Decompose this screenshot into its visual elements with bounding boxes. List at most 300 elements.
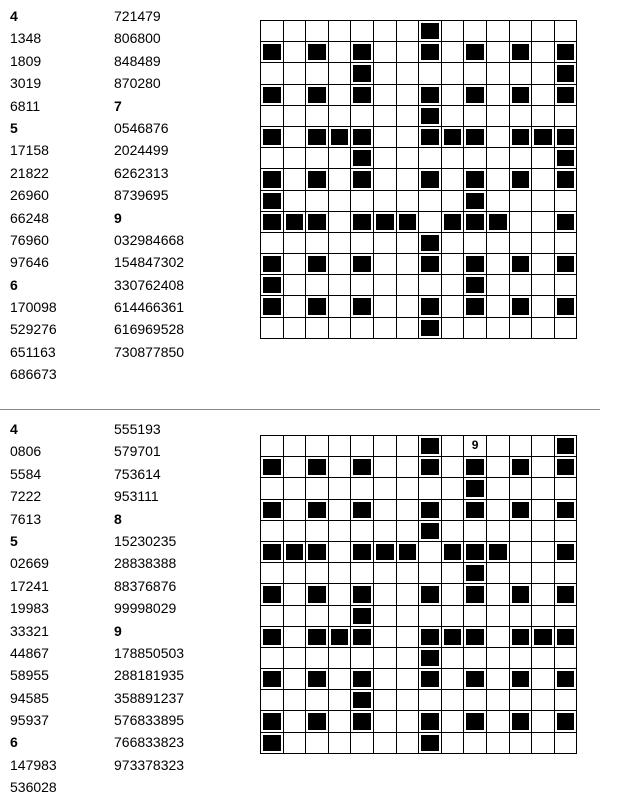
grid-cell[interactable]	[396, 520, 419, 541]
grid-cell[interactable]	[328, 148, 351, 169]
grid-cell[interactable]	[509, 232, 532, 253]
grid-cell[interactable]	[373, 105, 396, 126]
grid-cell[interactable]	[283, 711, 306, 732]
grid-cell[interactable]	[328, 711, 351, 732]
grid-cell[interactable]	[509, 148, 532, 169]
length-header: 5	[10, 532, 18, 549]
grid-cell[interactable]	[441, 499, 464, 520]
grid-cell[interactable]	[306, 647, 329, 668]
grid-cell[interactable]	[486, 126, 509, 147]
grid-cell[interactable]	[351, 21, 374, 42]
grid-cell[interactable]	[486, 690, 509, 711]
grid-cell[interactable]	[306, 436, 329, 457]
grid-cell[interactable]	[306, 190, 329, 211]
grid-cell[interactable]	[283, 584, 306, 605]
grid-cell[interactable]	[554, 478, 577, 499]
grid-cell[interactable]	[441, 647, 464, 668]
grid-cell[interactable]	[419, 478, 442, 499]
grid-cell[interactable]	[486, 21, 509, 42]
word-entry: 15230235	[114, 532, 177, 549]
grid-cell[interactable]	[486, 232, 509, 253]
grid-cell[interactable]	[283, 478, 306, 499]
grid-cell[interactable]	[486, 296, 509, 317]
grid-cell[interactable]	[532, 254, 555, 275]
grid-cell[interactable]	[306, 63, 329, 84]
grid-cell[interactable]	[509, 275, 532, 296]
grid-cell[interactable]	[532, 21, 555, 42]
grid-cell[interactable]	[351, 520, 374, 541]
grid-cell[interactable]	[532, 211, 555, 232]
grid-cell[interactable]	[441, 84, 464, 105]
grid-cell[interactable]	[486, 732, 509, 753]
grid-cell[interactable]	[396, 126, 419, 147]
grid-cell[interactable]	[441, 105, 464, 126]
grid-cell[interactable]	[396, 63, 419, 84]
grid-cell[interactable]	[261, 436, 284, 457]
grid-cell[interactable]	[486, 711, 509, 732]
grid-cell[interactable]	[441, 21, 464, 42]
grid-cell[interactable]	[554, 520, 577, 541]
grid-cell[interactable]	[419, 275, 442, 296]
grid-cell[interactable]	[396, 275, 419, 296]
grid-cell[interactable]	[351, 105, 374, 126]
grid-cell[interactable]	[486, 169, 509, 190]
grid-cell[interactable]	[328, 84, 351, 105]
grid-row	[261, 563, 577, 584]
grid-cell[interactable]	[306, 317, 329, 338]
grid-cell[interactable]	[532, 669, 555, 690]
grid-row	[261, 84, 577, 105]
grid-cell[interactable]	[532, 732, 555, 753]
grid-cell[interactable]	[351, 647, 374, 668]
grid-cell[interactable]	[441, 317, 464, 338]
black-cell	[306, 499, 329, 520]
grid-cell[interactable]	[464, 690, 487, 711]
grid-cell[interactable]	[441, 732, 464, 753]
grid-cell[interactable]	[419, 605, 442, 626]
grid-cell[interactable]	[554, 647, 577, 668]
grid-cell[interactable]	[373, 499, 396, 520]
grid-cell[interactable]	[261, 317, 284, 338]
grid-cell[interactable]	[283, 605, 306, 626]
grid-cell[interactable]	[283, 42, 306, 63]
grid-cell[interactable]	[328, 732, 351, 753]
grid-cell[interactable]	[283, 690, 306, 711]
grid-cell[interactable]	[532, 520, 555, 541]
grid-cell[interactable]	[441, 584, 464, 605]
grid-cell[interactable]	[351, 275, 374, 296]
grid-cell[interactable]	[464, 232, 487, 253]
grid-cell[interactable]	[396, 84, 419, 105]
grid-cell[interactable]	[396, 317, 419, 338]
grid-cell[interactable]	[351, 436, 374, 457]
grid-cell[interactable]	[373, 436, 396, 457]
grid-cell[interactable]	[306, 605, 329, 626]
grid-cell[interactable]	[328, 690, 351, 711]
grid-cell[interactable]	[261, 105, 284, 126]
grid-cell[interactable]	[509, 541, 532, 562]
grid-cell[interactable]	[441, 669, 464, 690]
grid-cell[interactable]	[464, 647, 487, 668]
grid-cell[interactable]	[283, 436, 306, 457]
grid-cell[interactable]	[532, 105, 555, 126]
grid-cell[interactable]	[373, 169, 396, 190]
grid-cell[interactable]	[419, 190, 442, 211]
grid-cell[interactable]	[306, 563, 329, 584]
grid-cell[interactable]	[306, 21, 329, 42]
grid-cell[interactable]	[419, 541, 442, 562]
grid-cell[interactable]	[261, 232, 284, 253]
grid-cell[interactable]	[261, 63, 284, 84]
grid-cell[interactable]	[351, 190, 374, 211]
grid-cell[interactable]	[373, 275, 396, 296]
grid-cell[interactable]	[532, 478, 555, 499]
grid-cell[interactable]	[486, 42, 509, 63]
grid-cell[interactable]	[441, 63, 464, 84]
grid-cell[interactable]	[373, 63, 396, 84]
grid-cell[interactable]	[554, 21, 577, 42]
grid-cell[interactable]	[464, 732, 487, 753]
grid-cell[interactable]	[486, 436, 509, 457]
grid-cell[interactable]	[396, 732, 419, 753]
grid-cell[interactable]	[306, 732, 329, 753]
grid-cell[interactable]	[486, 499, 509, 520]
grid-cell[interactable]	[532, 647, 555, 668]
grid-cell[interactable]	[283, 84, 306, 105]
grid-cell[interactable]	[328, 605, 351, 626]
grid-cell[interactable]	[441, 275, 464, 296]
grid-cell[interactable]	[441, 520, 464, 541]
grid-cell[interactable]	[532, 541, 555, 562]
grid-cell[interactable]	[283, 626, 306, 647]
grid-cell[interactable]	[396, 605, 419, 626]
grid-cell[interactable]	[532, 190, 555, 211]
word-entry: 99998029	[114, 600, 177, 617]
grid-cell[interactable]	[486, 317, 509, 338]
grid-cell[interactable]	[419, 211, 442, 232]
grid-cell[interactable]	[328, 21, 351, 42]
grid-cell[interactable]	[464, 21, 487, 42]
grid-cell[interactable]	[396, 626, 419, 647]
grid-cell[interactable]	[373, 148, 396, 169]
grid-cell[interactable]	[351, 563, 374, 584]
grid-cell[interactable]	[328, 63, 351, 84]
grid-cell[interactable]	[373, 317, 396, 338]
grid-cell[interactable]	[351, 232, 374, 253]
grid-cell[interactable]	[441, 690, 464, 711]
grid-cell[interactable]	[532, 148, 555, 169]
grid-cell[interactable]	[532, 499, 555, 520]
grid-cell[interactable]	[328, 275, 351, 296]
grid-cell[interactable]	[306, 690, 329, 711]
grid-cell[interactable]	[419, 148, 442, 169]
grid-cell[interactable]	[509, 690, 532, 711]
grid-cell[interactable]	[373, 190, 396, 211]
grid-cell[interactable]	[554, 275, 577, 296]
grid-cell[interactable]	[328, 541, 351, 562]
grid-cell[interactable]	[486, 148, 509, 169]
grid-cell[interactable]	[486, 626, 509, 647]
grid-cell[interactable]	[509, 520, 532, 541]
grid-cell[interactable]	[441, 254, 464, 275]
grid-cell[interactable]	[554, 605, 577, 626]
grid-cell[interactable]	[396, 563, 419, 584]
grid-cell[interactable]	[554, 690, 577, 711]
grid-cell[interactable]	[486, 275, 509, 296]
grid-cell[interactable]	[532, 63, 555, 84]
grid-cell[interactable]	[464, 317, 487, 338]
grid-cell[interactable]	[283, 275, 306, 296]
grid-cell[interactable]	[464, 436, 487, 457]
grid-cell[interactable]	[328, 232, 351, 253]
grid-cell[interactable]	[486, 84, 509, 105]
grid-cell[interactable]	[283, 563, 306, 584]
grid-cell[interactable]	[554, 190, 577, 211]
grid-cell[interactable]	[373, 478, 396, 499]
grid-cell[interactable]	[306, 105, 329, 126]
grid-cell[interactable]	[373, 605, 396, 626]
grid-cell[interactable]	[486, 647, 509, 668]
grid-cell[interactable]	[532, 296, 555, 317]
grid-cell[interactable]	[509, 732, 532, 753]
grid-cell[interactable]	[283, 190, 306, 211]
grid-cell[interactable]	[283, 148, 306, 169]
grid-cell[interactable]	[373, 563, 396, 584]
grid-cell[interactable]	[441, 711, 464, 732]
grid-cell[interactable]	[486, 584, 509, 605]
grid-cell[interactable]	[261, 690, 284, 711]
grid-cell[interactable]	[532, 169, 555, 190]
grid-cell[interactable]	[328, 478, 351, 499]
grid-cell[interactable]	[261, 21, 284, 42]
grid-cell[interactable]	[373, 296, 396, 317]
grid-cell[interactable]	[261, 478, 284, 499]
grid-cell[interactable]	[328, 105, 351, 126]
grid-cell[interactable]	[509, 605, 532, 626]
grid-cell[interactable]	[441, 169, 464, 190]
grid-cell[interactable]	[328, 190, 351, 211]
grid-cell[interactable]	[373, 669, 396, 690]
word-entry: 529276	[10, 321, 57, 338]
word-entry: 032984668	[114, 231, 185, 248]
grid-cell[interactable]	[283, 296, 306, 317]
grid-cell[interactable]	[261, 605, 284, 626]
grid-cell[interactable]	[283, 457, 306, 478]
grid-cell[interactable]	[486, 605, 509, 626]
grid-cell[interactable]	[373, 711, 396, 732]
grid-cell[interactable]	[283, 21, 306, 42]
grid-cell[interactable]	[464, 63, 487, 84]
grid-cell[interactable]	[328, 211, 351, 232]
grid-cell[interactable]	[373, 232, 396, 253]
grid-cell[interactable]	[486, 520, 509, 541]
grid-cell[interactable]	[261, 647, 284, 668]
grid-cell[interactable]	[328, 563, 351, 584]
grid-cell[interactable]	[464, 605, 487, 626]
grid-cell[interactable]	[509, 436, 532, 457]
grid-cell[interactable]	[396, 42, 419, 63]
grid-cell[interactable]	[464, 520, 487, 541]
grid-cell[interactable]	[306, 275, 329, 296]
grid-cell[interactable]	[328, 254, 351, 275]
word-entry: 26960	[10, 187, 49, 204]
grid-cell[interactable]	[373, 21, 396, 42]
grid-cell[interactable]	[509, 211, 532, 232]
grid-cell[interactable]	[396, 296, 419, 317]
grid-cell[interactable]	[419, 63, 442, 84]
grid-cell[interactable]	[373, 84, 396, 105]
grid-cell[interactable]	[396, 690, 419, 711]
grid-cell[interactable]	[396, 499, 419, 520]
grid-cell[interactable]	[328, 317, 351, 338]
grid-cell[interactable]	[373, 690, 396, 711]
grid-cell[interactable]	[328, 647, 351, 668]
grid-cell[interactable]	[532, 457, 555, 478]
grid-cell[interactable]	[328, 436, 351, 457]
grid-cell[interactable]	[283, 317, 306, 338]
grid-cell[interactable]	[306, 478, 329, 499]
grid-cell[interactable]	[373, 254, 396, 275]
grid-cell[interactable]	[283, 254, 306, 275]
grid-cell[interactable]	[328, 169, 351, 190]
grid-cell[interactable]	[532, 232, 555, 253]
grid-cell[interactable]	[441, 563, 464, 584]
grid-cell[interactable]	[464, 105, 487, 126]
grid-cell[interactable]	[441, 190, 464, 211]
grid-cell[interactable]	[306, 148, 329, 169]
grid-cell[interactable]	[464, 148, 487, 169]
grid-cell[interactable]	[486, 190, 509, 211]
grid-cell[interactable]	[283, 520, 306, 541]
grid-cell[interactable]	[396, 190, 419, 211]
grid-cell[interactable]	[396, 647, 419, 668]
grid-cell[interactable]	[373, 732, 396, 753]
grid-cell[interactable]	[328, 42, 351, 63]
grid-cell[interactable]	[441, 232, 464, 253]
grid-cell[interactable]	[283, 669, 306, 690]
grid-cell[interactable]	[509, 63, 532, 84]
grid-cell[interactable]	[509, 478, 532, 499]
grid-cell[interactable]	[554, 105, 577, 126]
grid-cell[interactable]	[509, 21, 532, 42]
grid-cell[interactable]	[351, 732, 374, 753]
grid-cell[interactable]	[351, 478, 374, 499]
grid-cell[interactable]	[532, 584, 555, 605]
grid-cell[interactable]	[396, 669, 419, 690]
grid-cell[interactable]	[306, 232, 329, 253]
grid-cell[interactable]	[283, 232, 306, 253]
grid-cell[interactable]	[328, 520, 351, 541]
grid-cell[interactable]	[396, 711, 419, 732]
grid-cell[interactable]	[554, 232, 577, 253]
grid-cell[interactable]	[532, 275, 555, 296]
grid-cell[interactable]	[396, 169, 419, 190]
grid-cell[interactable]	[283, 63, 306, 84]
grid-cell[interactable]	[373, 626, 396, 647]
grid-cell[interactable]	[373, 520, 396, 541]
grid-cell[interactable]	[373, 647, 396, 668]
grid-cell[interactable]	[396, 584, 419, 605]
grid-cell[interactable]	[419, 563, 442, 584]
grid-cell[interactable]	[441, 436, 464, 457]
grid-cell[interactable]	[328, 457, 351, 478]
grid-cell[interactable]	[441, 457, 464, 478]
grid-cell[interactable]	[283, 499, 306, 520]
grid-cell[interactable]	[396, 148, 419, 169]
grid-cell[interactable]	[396, 478, 419, 499]
grid-cell[interactable]	[373, 126, 396, 147]
grid-cell[interactable]	[396, 254, 419, 275]
grid-cell[interactable]	[441, 42, 464, 63]
grid-cell[interactable]	[373, 42, 396, 63]
grid-cell[interactable]	[328, 584, 351, 605]
grid-cell[interactable]	[328, 296, 351, 317]
grid-row	[261, 211, 577, 232]
grid-cell[interactable]	[283, 732, 306, 753]
grid-cell[interactable]	[532, 42, 555, 63]
grid-cell[interactable]	[509, 105, 532, 126]
grid-cell[interactable]	[261, 148, 284, 169]
grid-cell[interactable]	[441, 148, 464, 169]
grid-cell[interactable]	[441, 478, 464, 499]
grid-cell[interactable]	[486, 457, 509, 478]
grid-cell[interactable]	[283, 105, 306, 126]
grid-cell[interactable]	[419, 690, 442, 711]
grid-cell[interactable]	[486, 669, 509, 690]
grid-cell[interactable]	[283, 126, 306, 147]
grid-cell[interactable]	[486, 105, 509, 126]
grid-cell[interactable]	[554, 317, 577, 338]
grid-cell[interactable]	[532, 690, 555, 711]
grid-cell[interactable]	[532, 84, 555, 105]
grid-cell[interactable]	[532, 436, 555, 457]
grid-cell[interactable]	[261, 563, 284, 584]
grid-cell[interactable]	[509, 563, 532, 584]
grid-cell[interactable]	[486, 254, 509, 275]
grid-cell[interactable]	[328, 669, 351, 690]
grid-cell[interactable]	[509, 647, 532, 668]
grid-cell[interactable]	[554, 563, 577, 584]
grid-cell[interactable]	[509, 317, 532, 338]
grid-cell[interactable]	[532, 563, 555, 584]
grid-cell[interactable]	[509, 190, 532, 211]
grid-cell[interactable]	[373, 457, 396, 478]
grid-cell[interactable]	[486, 563, 509, 584]
grid-cell[interactable]	[396, 21, 419, 42]
black-cell	[351, 42, 374, 63]
grid-cell[interactable]	[261, 520, 284, 541]
grid-cell[interactable]	[283, 647, 306, 668]
grid-cell[interactable]	[532, 317, 555, 338]
grid-cell[interactable]	[351, 317, 374, 338]
grid-cell[interactable]	[396, 457, 419, 478]
grid-cell[interactable]	[396, 232, 419, 253]
black-cell	[419, 296, 442, 317]
grid-cell[interactable]	[486, 478, 509, 499]
grid-cell[interactable]	[486, 63, 509, 84]
grid-cell[interactable]	[396, 105, 419, 126]
grid-cell[interactable]	[283, 169, 306, 190]
grid-cell[interactable]	[532, 711, 555, 732]
grid-cell[interactable]	[396, 436, 419, 457]
grid-cell[interactable]	[373, 584, 396, 605]
grid-cell[interactable]	[328, 499, 351, 520]
grid-cell[interactable]	[554, 732, 577, 753]
grid-cell[interactable]	[532, 605, 555, 626]
grid-cell[interactable]	[306, 520, 329, 541]
grid-cell[interactable]	[441, 605, 464, 626]
grid-cell[interactable]	[441, 296, 464, 317]
